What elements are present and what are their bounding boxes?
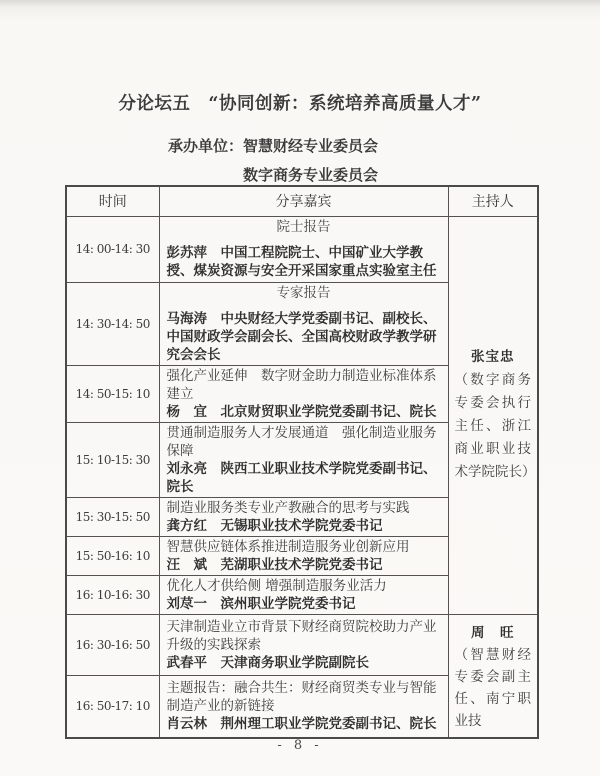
guest-cell: [159, 575, 448, 614]
guest-cell: [159, 216, 448, 282]
speaker-text: 武春平 天津商务职业学院副院长: [166, 654, 369, 671]
host-name: 周 旺: [471, 624, 515, 641]
topic-text: 贯通制造服务人才发展通道 强化制造业服务保障: [166, 424, 437, 459]
schedule-table: [65, 185, 539, 739]
time-cell: 14: 50-15: 10: [66, 365, 159, 422]
time-cell: 15: 50-16: 10: [66, 536, 159, 575]
time-cell: 16: 50-17: 10: [66, 675, 159, 737]
table-header-row: [66, 186, 538, 216]
section-label: 专家报告: [276, 284, 331, 301]
organizer-line-2: 数字商务专业委员会: [243, 166, 379, 184]
guest-cell: [159, 282, 448, 365]
topic-text: 强化产业延伸 数字财金助力制造业标准体系建立: [166, 367, 437, 402]
topic-text: 优化人才供给侧 增强制造服务业活力: [166, 577, 387, 594]
time-cell: 14: 00-14: 30: [66, 216, 159, 282]
organizer-block: [168, 132, 600, 190]
section-label: 院士报告: [276, 219, 331, 235]
time-cell: 15: 30-15: 50: [66, 497, 159, 536]
guest-cell: [159, 365, 448, 422]
speaker-text: 杨 宜 北京财贸职业学院党委副书记、院长: [166, 403, 437, 420]
speaker-text: 龚方红 无锡职业技术学院党委书记: [166, 517, 383, 534]
column-header-host: 主持人: [448, 186, 538, 216]
host-name: 张宝忠: [471, 349, 515, 365]
time-cell: 14: 30-14: 50: [66, 282, 159, 365]
topic-text: 天津制造业立市背景下财经商贸院校助力产业升级的实践探索: [166, 618, 437, 653]
guest-cell: [159, 536, 448, 575]
guest-cell: [159, 422, 448, 497]
page-title: 分论坛五 “协同创新：系统培养高质量人才”: [118, 94, 482, 114]
topic-text: 智慧供应链体系推进制造服务业创新应用: [166, 538, 410, 555]
table-row: [66, 614, 538, 675]
topic-text: 制造业服务类专业产教融合的思考与实践: [166, 499, 410, 516]
guest-cell: [159, 497, 448, 536]
organizer-line-1: 承办单位：智慧财经专业委员会: [168, 137, 379, 155]
time-cell: 15: 10-15: 30: [66, 422, 159, 497]
time-cell: 16: 30-16: 50: [66, 614, 159, 675]
speaker-text: 马海涛 中央财经大学党委副书记、副校长、中国财政学会副会长、全国高校财政学教学研究会会长: [166, 310, 437, 363]
column-header-guest: 分享嘉宾: [159, 186, 448, 216]
host-affiliation: （数字商务专委会执行主任、浙江商业职业技术学院院长）: [454, 372, 536, 480]
speaker-text: 肖云林 荆州理工职业学院党委副书记、院长: [166, 716, 437, 733]
column-header-time: 时间: [66, 186, 159, 216]
table-row: [66, 216, 538, 282]
speaker-text: 彭苏萍 中国工程院院士、中国矿业大学教授、煤炭资源与安全开采国家重点实验室主任: [166, 245, 437, 279]
guest-cell: [159, 614, 448, 675]
speaker-text: 刘荩一 滨州职业学院党委书记: [166, 595, 356, 612]
host-affiliation: （智慧财经专委会副主任、南宁职业技: [454, 646, 531, 729]
guest-cell: [159, 675, 448, 737]
host-cell: [448, 614, 538, 738]
page-number: - 8 -: [277, 738, 323, 753]
topic-text: 主题报告：融合共生：财经商贸类专业与智能制造产业的新链接: [166, 680, 437, 715]
host-cell: [448, 216, 538, 614]
speaker-text: 刘永亮 陕西工业职业技术学院党委副书记、院长: [166, 460, 437, 495]
speaker-text: 汪 斌 芜湖职业技术学院党委书记: [166, 556, 383, 573]
time-cell: 16: 10-16: 30: [66, 575, 159, 614]
